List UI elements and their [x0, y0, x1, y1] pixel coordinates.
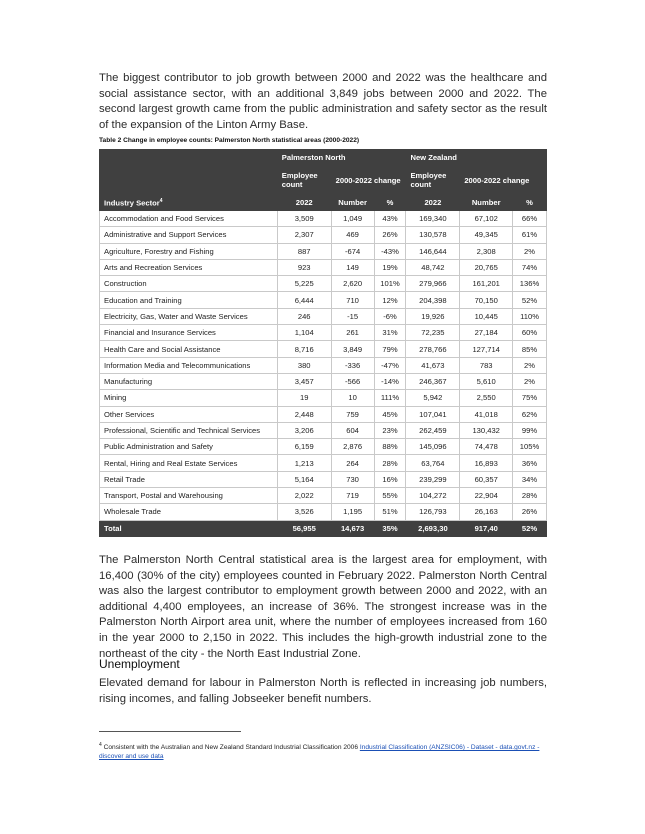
- pn-2022-cell: 2,307: [277, 227, 331, 243]
- pn-2022-cell: 19: [277, 390, 331, 406]
- pn-pct-cell: -14%: [374, 373, 406, 389]
- nz-pct-cell: 52%: [513, 520, 547, 536]
- pn-pct-cell: 23%: [374, 422, 406, 438]
- pn-2022-cell: 3,509: [277, 211, 331, 227]
- sector-cell: Education and Training: [100, 292, 278, 308]
- footnote-ref: 4: [159, 198, 163, 205]
- footnote-mark: 4: [99, 742, 102, 748]
- pn-pct-cell: 43%: [374, 211, 406, 227]
- pn-2022-cell: 3,526: [277, 504, 331, 520]
- pn-pct-cell: -47%: [374, 357, 406, 373]
- sector-cell: Wholesale Trade: [100, 504, 278, 520]
- sector-cell: Public Administration and Safety: [100, 439, 278, 455]
- table-row: [100, 422, 547, 438]
- table-row: [100, 439, 547, 455]
- table-row: [100, 227, 547, 243]
- pn-number-cell: -674: [331, 243, 374, 259]
- pn-pct-cell: 26%: [374, 227, 406, 243]
- nz-number-cell: 41,018: [460, 406, 513, 422]
- pn-number-cell: 710: [331, 292, 374, 308]
- table-row: [100, 211, 547, 227]
- nz-number-cell: 5,610: [460, 373, 513, 389]
- nz-number-cell: 127,714: [460, 341, 513, 357]
- pn-2022-cell: 1,213: [277, 455, 331, 471]
- nz-number-cell: 2,308: [460, 243, 513, 259]
- nz-pct-cell: 28%: [513, 488, 547, 504]
- nz-2022-cell: 5,942: [406, 390, 460, 406]
- sector-cell: Information Media and Telecommunications: [100, 357, 278, 373]
- nz-number-cell: 74,478: [460, 439, 513, 455]
- pn-pct-cell: 79%: [374, 341, 406, 357]
- nz-pct-cell: 34%: [513, 471, 547, 487]
- header-nz-2022: 2022: [406, 195, 460, 211]
- nz-pct-cell: 66%: [513, 211, 547, 227]
- table-row: [100, 243, 547, 259]
- footnote-text: Consistent with the Australian and New Zealand Standard Industrial Classification 2006: [101, 744, 360, 752]
- table-row: [100, 504, 547, 520]
- header-pn-employee-count: Employee count: [277, 166, 331, 195]
- sector-cell: Other Services: [100, 406, 278, 422]
- table-body: [100, 211, 547, 537]
- header-industry-sector: [100, 195, 278, 211]
- nz-2022-cell: 107,041: [406, 406, 460, 422]
- pn-2022-cell: 6,444: [277, 292, 331, 308]
- pn-pct-cell: 31%: [374, 325, 406, 341]
- nz-pct-cell: 60%: [513, 325, 547, 341]
- pn-number-cell: 759: [331, 406, 374, 422]
- table-row: [100, 292, 547, 308]
- nz-2022-cell: 41,673: [406, 357, 460, 373]
- nz-number-cell: 783: [460, 357, 513, 373]
- nz-2022-cell: 145,096: [406, 439, 460, 455]
- header-nz-number: Number: [460, 195, 513, 211]
- sector-cell: Mining: [100, 390, 278, 406]
- sector-cell: Transport, Postal and Warehousing: [100, 488, 278, 504]
- table-row: [100, 373, 547, 389]
- nz-pct-cell: 99%: [513, 422, 547, 438]
- nz-2022-cell: 63,764: [406, 455, 460, 471]
- nz-number-cell: 70,150: [460, 292, 513, 308]
- pn-number-cell: 14,673: [331, 520, 374, 536]
- nz-pct-cell: 105%: [513, 439, 547, 455]
- pn-2022-cell: 2,448: [277, 406, 331, 422]
- nz-pct-cell: 26%: [513, 504, 547, 520]
- pn-number-cell: 261: [331, 325, 374, 341]
- sector-cell: Manufacturing: [100, 373, 278, 389]
- nz-number-cell: 27,184: [460, 325, 513, 341]
- pn-2022-cell: 3,457: [277, 373, 331, 389]
- pn-pct-cell: 101%: [374, 276, 406, 292]
- sector-cell: Accommodation and Food Services: [100, 211, 278, 227]
- pn-2022-cell: 8,716: [277, 341, 331, 357]
- nz-2022-cell: 72,235: [406, 325, 460, 341]
- sector-cell: Rental, Hiring and Real Estate Services: [100, 455, 278, 471]
- nz-pct-cell: 2%: [513, 373, 547, 389]
- pn-2022-cell: 1,104: [277, 325, 331, 341]
- pn-number-cell: 719: [331, 488, 374, 504]
- sector-cell: Professional, Scientific and Technical Services: [100, 422, 278, 438]
- header-palmerston-north: Palmerston North: [277, 150, 406, 166]
- pn-number-cell: 730: [331, 471, 374, 487]
- pn-2022-cell: 5,164: [277, 471, 331, 487]
- sector-cell: Agriculture, Forestry and Fishing: [100, 243, 278, 259]
- header-pn-2022: 2022: [277, 195, 331, 211]
- nz-number-cell: 67,102: [460, 211, 513, 227]
- pn-pct-cell: 28%: [374, 455, 406, 471]
- pn-number-cell: -566: [331, 373, 374, 389]
- table-row: [100, 488, 547, 504]
- sector-cell: Construction: [100, 276, 278, 292]
- total-row: [100, 520, 547, 536]
- nz-pct-cell: 2%: [513, 357, 547, 373]
- pn-pct-cell: 35%: [374, 520, 406, 536]
- pn-pct-cell: 88%: [374, 439, 406, 455]
- nz-2022-cell: 246,367: [406, 373, 460, 389]
- section-heading: Unemployment: [99, 657, 180, 671]
- footnote-divider: [99, 731, 241, 732]
- pn-2022-cell: 2,022: [277, 488, 331, 504]
- nz-pct-cell: 36%: [513, 455, 547, 471]
- table-row: [100, 276, 547, 292]
- pn-pct-cell: -43%: [374, 243, 406, 259]
- sector-cell: Electricity, Gas, Water and Waste Services: [100, 308, 278, 324]
- pn-number-cell: 2,620: [331, 276, 374, 292]
- table-row: [100, 455, 547, 471]
- sector-cell: Retail Trade: [100, 471, 278, 487]
- nz-pct-cell: 52%: [513, 292, 547, 308]
- nz-2022-cell: 2,693,30: [406, 520, 460, 536]
- table-row: [100, 325, 547, 341]
- nz-number-cell: 161,201: [460, 276, 513, 292]
- nz-pct-cell: 61%: [513, 227, 547, 243]
- sector-cell: Health Care and Social Assistance: [100, 341, 278, 357]
- nz-number-cell: 10,445: [460, 308, 513, 324]
- nz-pct-cell: 110%: [513, 308, 547, 324]
- pn-number-cell: 264: [331, 455, 374, 471]
- table-caption: Table 2 Change in employee counts: Palmerston North statistical areas (2000-2022): [99, 137, 360, 144]
- table-row: [100, 406, 547, 422]
- industry-sector-label: Industry Sector: [104, 198, 160, 208]
- nz-2022-cell: 19,926: [406, 308, 460, 324]
- nz-2022-cell: 262,459: [406, 422, 460, 438]
- pn-number-cell: -15: [331, 308, 374, 324]
- nz-pct-cell: 85%: [513, 341, 547, 357]
- pn-number-cell: 2,876: [331, 439, 374, 455]
- nz-number-cell: 2,550: [460, 390, 513, 406]
- intro-paragraph: The biggest contributor to job growth between 2000 and 2022 was the healthcare and social assistance sector, with an additional 3,849 jobs between 2000 and 2022. The second largest growth came from the public administration and safety sector as the result of the expansion of the Linton Army Base.: [99, 72, 547, 131]
- employee-count-table: [99, 149, 547, 537]
- header-new-zealand: New Zealand: [406, 150, 547, 166]
- pn-2022-cell: 5,225: [277, 276, 331, 292]
- sector-cell: Administrative and Support Services: [100, 227, 278, 243]
- header-blank: [100, 150, 278, 166]
- table-row: [100, 357, 547, 373]
- nz-2022-cell: 279,966: [406, 276, 460, 292]
- pn-2022-cell: 887: [277, 243, 331, 259]
- pn-pct-cell: 19%: [374, 259, 406, 275]
- pn-number-cell: -336: [331, 357, 374, 373]
- nz-number-cell: 60,357: [460, 471, 513, 487]
- pn-pct-cell: -6%: [374, 308, 406, 324]
- pn-2022-cell: 56,955: [277, 520, 331, 536]
- nz-2022-cell: 104,272: [406, 488, 460, 504]
- pn-number-cell: 3,849: [331, 341, 374, 357]
- pn-number-cell: 469: [331, 227, 374, 243]
- pn-number-cell: 149: [331, 259, 374, 275]
- nz-2022-cell: 278,766: [406, 341, 460, 357]
- nz-number-cell: 26,163: [460, 504, 513, 520]
- sector-cell: Arts and Recreation Services: [100, 259, 278, 275]
- nz-2022-cell: 169,340: [406, 211, 460, 227]
- nz-number-cell: 16,893: [460, 455, 513, 471]
- unemployment-paragraph: Elevated demand for labour in Palmerston North is reflected in increasing job numbers, rising incomes, and falling Jobseeker benefit numbers.: [99, 677, 547, 705]
- table-row: [100, 471, 547, 487]
- sector-cell: Financial and Insurance Services: [100, 325, 278, 341]
- anzsic-dataset-link[interactable]: Industrial Classification (ANZSIC06) - Dataset - data.govt.nz - discover and use data: [99, 744, 540, 761]
- nz-number-cell: 22,904: [460, 488, 513, 504]
- pn-pct-cell: 51%: [374, 504, 406, 520]
- nz-2022-cell: 146,644: [406, 243, 460, 259]
- nz-2022-cell: 204,398: [406, 292, 460, 308]
- pn-2022-cell: 923: [277, 259, 331, 275]
- pn-2022-cell: 246: [277, 308, 331, 324]
- nz-number-cell: 20,765: [460, 259, 513, 275]
- pn-pct-cell: 45%: [374, 406, 406, 422]
- pn-number-cell: 1,049: [331, 211, 374, 227]
- table-row: [100, 390, 547, 406]
- nz-2022-cell: 126,793: [406, 504, 460, 520]
- pn-pct-cell: 55%: [374, 488, 406, 504]
- pn-number-cell: 10: [331, 390, 374, 406]
- table-row: [100, 341, 547, 357]
- header-nz-employee-count: Employee count: [406, 166, 460, 195]
- table-row: [100, 259, 547, 275]
- nz-pct-cell: 74%: [513, 259, 547, 275]
- header-pn-change: 2000-2022 change: [331, 166, 406, 195]
- nz-pct-cell: 136%: [513, 276, 547, 292]
- footnote: [99, 741, 547, 762]
- nz-number-cell: 130,432: [460, 422, 513, 438]
- nz-number-cell: 49,345: [460, 227, 513, 243]
- header-pn-pct: %: [374, 195, 406, 211]
- sector-cell: Total: [100, 520, 278, 536]
- header-nz-pct: %: [513, 195, 547, 211]
- pn-2022-cell: 3,206: [277, 422, 331, 438]
- pn-2022-cell: 6,159: [277, 439, 331, 455]
- header-nz-change: 2000-2022 change: [460, 166, 547, 195]
- nz-2022-cell: 48,742: [406, 259, 460, 275]
- pn-number-cell: 1,195: [331, 504, 374, 520]
- pn-pct-cell: 12%: [374, 292, 406, 308]
- nz-2022-cell: 239,299: [406, 471, 460, 487]
- table-row: [100, 308, 547, 324]
- pn-pct-cell: 111%: [374, 390, 406, 406]
- nz-pct-cell: 62%: [513, 406, 547, 422]
- pn-number-cell: 604: [331, 422, 374, 438]
- nz-pct-cell: 2%: [513, 243, 547, 259]
- pn-pct-cell: 16%: [374, 471, 406, 487]
- header-blank: [100, 166, 278, 195]
- employment-paragraph: The Palmerston North Central statistical area is the largest area for employment, with 16,400 (30% of the city) employees counted in February 2022. Palmerston North Central was also the largest contributor to employment growth between 2000 and 2022, with an additional 4,400 employees, an increase of 36%. The strongest increase was in the Palmerston North Airport area unit, where the number of employees increased from 160 in the year 2000 to 2,150 in 2022. This includes the high-growth industrial zone to the northeast of the city - the North East Industrial Zone.: [99, 554, 547, 660]
- nz-2022-cell: 130,578: [406, 227, 460, 243]
- nz-number-cell: 917,40: [460, 520, 513, 536]
- nz-pct-cell: 75%: [513, 390, 547, 406]
- pn-2022-cell: 380: [277, 357, 331, 373]
- header-pn-number: Number: [331, 195, 374, 211]
